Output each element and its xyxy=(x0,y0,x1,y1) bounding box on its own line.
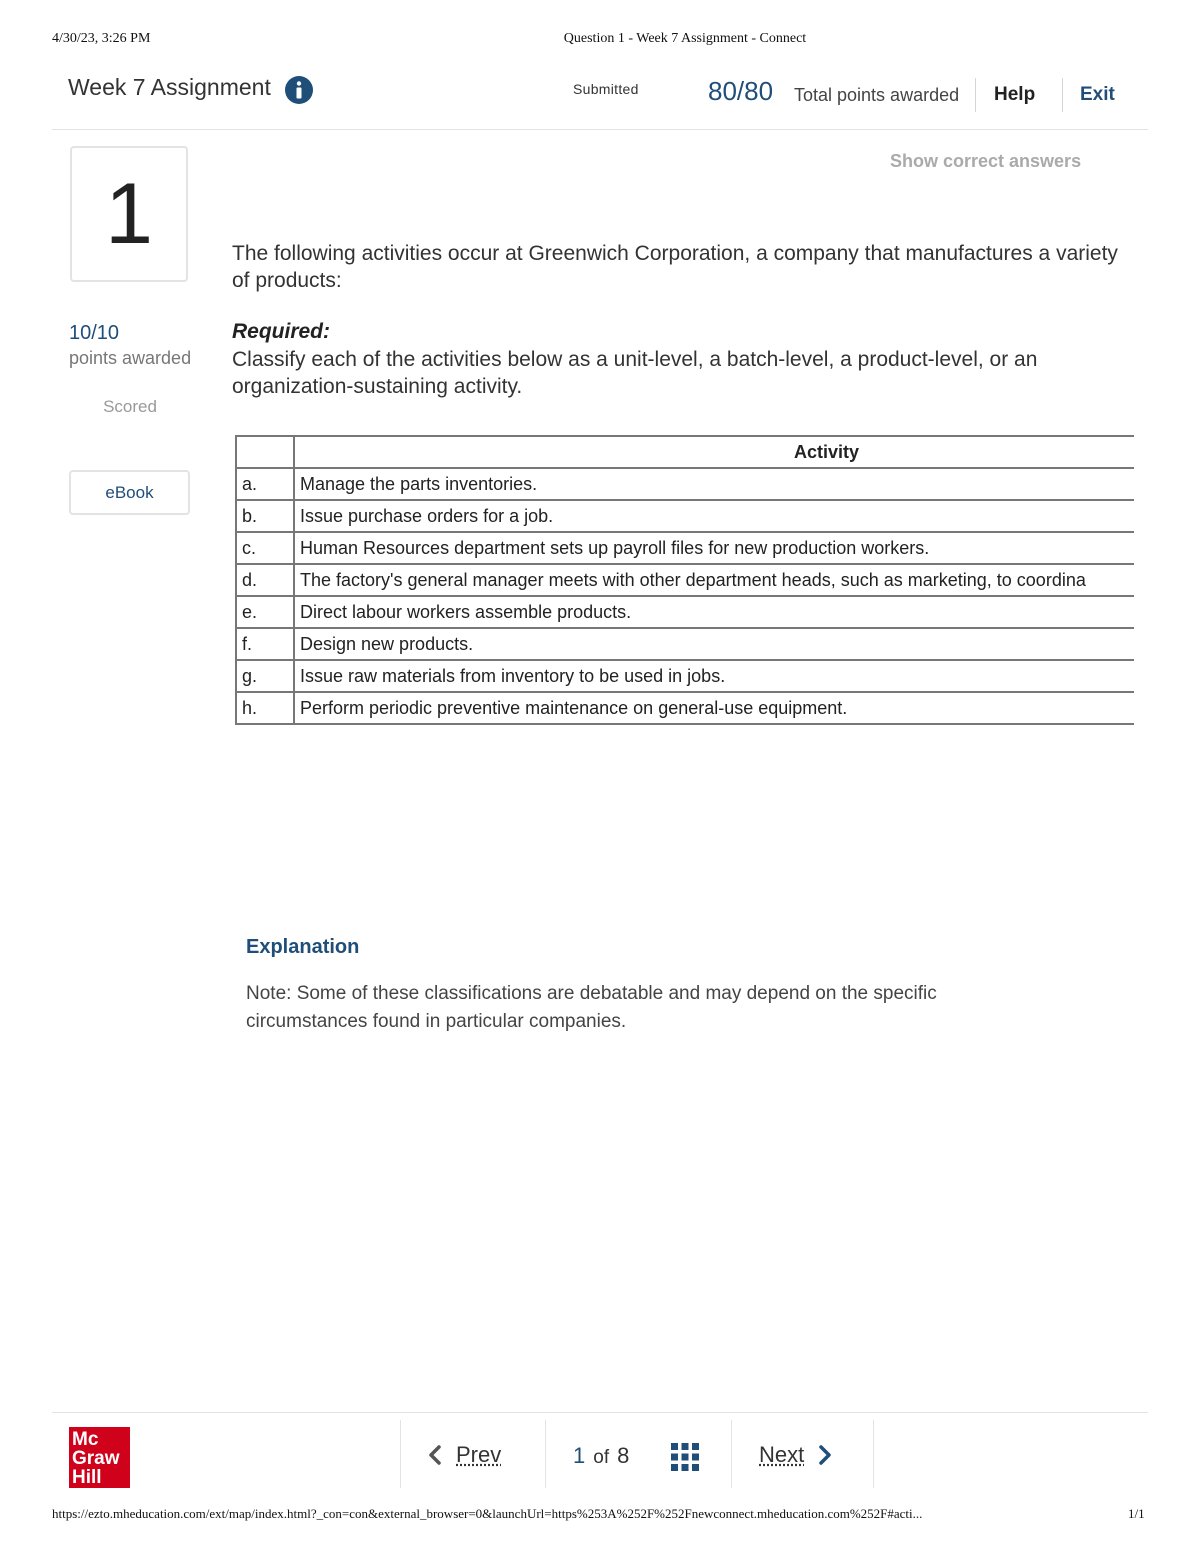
row-letter: f. xyxy=(236,628,294,660)
row-activity: Issue purchase orders for a job. xyxy=(294,500,1134,532)
footer-rule xyxy=(52,1412,1148,1413)
logo-line: Graw xyxy=(72,1448,120,1469)
show-correct-answers-button[interactable]: Show correct answers xyxy=(890,151,1082,171)
row-letter: g. xyxy=(236,660,294,692)
table-row xyxy=(236,628,1134,660)
activities-table-wrapper[interactable] xyxy=(235,435,1134,725)
letter-column-header xyxy=(236,436,294,468)
required-text: Classify each of the activities below as a unit-level, a batch-level, a product-level, or an organization-sustaining activity. xyxy=(232,348,1038,398)
nav-divider xyxy=(545,1420,546,1488)
explanation-text: Note: Some of these classifications are debatable and may depend on the specific circumstances found in particular companies. xyxy=(246,983,937,1032)
prev-label: Prev xyxy=(456,1442,502,1467)
table-row xyxy=(236,692,1134,724)
print-page-count: 1/1 xyxy=(1128,1506,1145,1521)
row-letter: b. xyxy=(236,500,294,532)
table-row xyxy=(236,596,1134,628)
nav-divider xyxy=(400,1420,401,1488)
total-score-label: Total points awarded xyxy=(794,85,960,105)
exit-button[interactable]: Exit xyxy=(1080,84,1115,105)
next-button[interactable] xyxy=(759,1442,832,1468)
chevron-left-icon xyxy=(428,1444,442,1466)
activity-column-header: Activity xyxy=(294,436,1134,468)
activities-table xyxy=(235,435,1134,725)
row-activity: Perform periodic preventive maintenance on general-use equipment. xyxy=(294,692,1134,724)
next-label: Next xyxy=(759,1442,805,1467)
total-pages: 8 xyxy=(617,1443,630,1468)
print-datetime: 4/30/23, 3:26 PM xyxy=(52,31,151,46)
row-letter: d. xyxy=(236,564,294,596)
nav-divider xyxy=(873,1420,874,1488)
info-circle-icon[interactable] xyxy=(284,75,314,105)
submission-status: Submitted xyxy=(573,81,639,97)
explanation-title: Explanation xyxy=(246,936,360,958)
chevron-right-icon xyxy=(818,1444,832,1466)
row-letter: h. xyxy=(236,692,294,724)
header-divider xyxy=(975,78,976,112)
help-button[interactable]: Help xyxy=(994,84,1036,105)
question-points-label: points awarded xyxy=(69,348,192,368)
required-label: Required: xyxy=(232,320,331,343)
question-status: Scored xyxy=(103,397,157,416)
question-number: 1 xyxy=(70,146,188,282)
row-activity: Issue raw materials from inventory to be used in jobs. xyxy=(294,660,1134,692)
logo-line: Mc xyxy=(72,1429,99,1450)
question-points: 10/10 xyxy=(69,322,120,344)
question-intro: The following activities occur at Greenwich Corporation, a company that manufactures a variety of products: xyxy=(232,242,1118,292)
of-label: of xyxy=(593,1447,610,1468)
current-page: 1 xyxy=(573,1443,586,1468)
row-activity: Manage the parts inventories. xyxy=(294,468,1134,500)
table-header-row xyxy=(236,436,1134,468)
header-divider xyxy=(1062,78,1063,112)
table-row xyxy=(236,564,1134,596)
row-letter: c. xyxy=(236,532,294,564)
grid-menu-icon[interactable] xyxy=(671,1443,699,1471)
table-row xyxy=(236,532,1134,564)
table-row xyxy=(236,500,1134,532)
assignment-title: Week 7 Assignment xyxy=(68,74,271,100)
ebook-button[interactable]: eBook xyxy=(69,470,190,515)
row-activity: Direct labour workers assemble products. xyxy=(294,596,1134,628)
table-row xyxy=(236,468,1134,500)
header-rule xyxy=(52,129,1148,130)
prev-button[interactable] xyxy=(428,1442,501,1468)
row-letter: a. xyxy=(236,468,294,500)
row-activity: Design new products. xyxy=(294,628,1134,660)
row-activity: The factory's general manager meets with other department heads, such as marketing, to coordina xyxy=(294,564,1134,596)
nav-divider xyxy=(731,1420,732,1488)
print-url: https://ezto.mheducation.com/ext/map/index.html?_con=con&external_browser=0&launchUrl=https%253A%252F%252Fnewconnect.mheducation.com%252F#acti... xyxy=(52,1506,923,1521)
mcgraw-hill-logo xyxy=(69,1427,130,1488)
logo-line: Hill xyxy=(72,1467,102,1488)
table-row xyxy=(236,660,1134,692)
row-activity: Human Resources department sets up payroll files for new production workers. xyxy=(294,532,1134,564)
page-indicator[interactable] xyxy=(573,1443,629,1469)
row-letter: e. xyxy=(236,596,294,628)
total-score: 80/80 xyxy=(708,76,774,106)
print-doc-title: Question 1 - Week 7 Assignment - Connect xyxy=(563,31,807,46)
